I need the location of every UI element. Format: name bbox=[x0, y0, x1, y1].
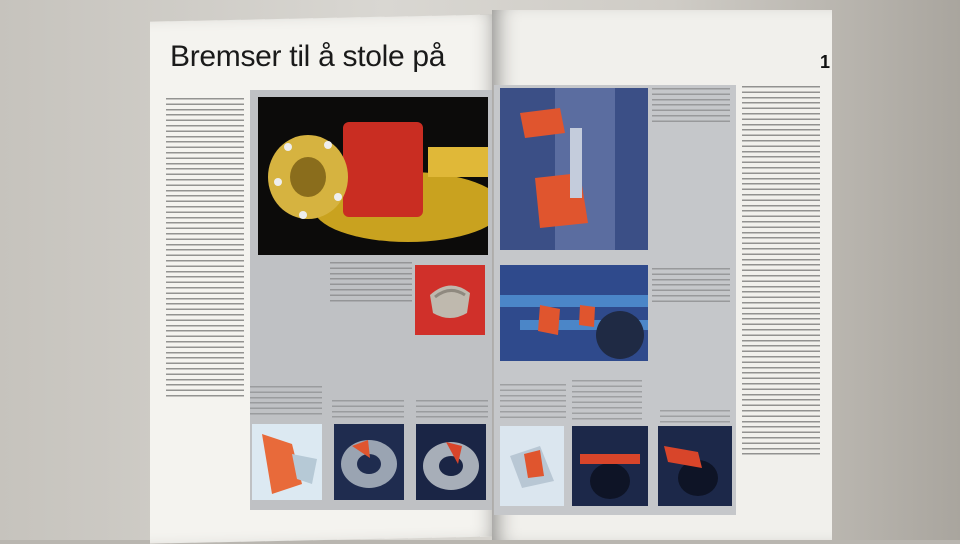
cylinder-detail-illustration bbox=[500, 426, 564, 506]
axle-brake-illustration bbox=[500, 265, 648, 361]
disc-detail-illustration bbox=[334, 424, 404, 500]
brake-disc-hub-photo-icon bbox=[258, 97, 488, 255]
caption-small-1 bbox=[250, 386, 322, 416]
caliper-detail-illustration-icon bbox=[252, 424, 322, 500]
cutaway-caption bbox=[652, 88, 730, 124]
brake-pad-photo bbox=[415, 265, 485, 335]
disc-cutaway-illustration-icon bbox=[416, 424, 486, 500]
page-title: Bremser til å stole på bbox=[170, 40, 446, 73]
brake-cutaway-illustration-icon bbox=[500, 88, 648, 250]
page-number: 1 bbox=[820, 52, 831, 72]
caption-small-2 bbox=[332, 400, 404, 420]
right-body-column bbox=[742, 86, 820, 456]
brake-pad-photo-icon bbox=[415, 265, 485, 335]
wheel-cylinder-illustration bbox=[658, 426, 732, 506]
axle-caption bbox=[652, 268, 730, 302]
left-body-column bbox=[166, 98, 244, 398]
caption-small-3 bbox=[416, 400, 488, 420]
caption-small-4 bbox=[500, 384, 566, 420]
wheel-brake-illustration bbox=[572, 426, 648, 506]
cylinder-detail-illustration-icon bbox=[500, 426, 564, 506]
caliper-detail-illustration bbox=[252, 424, 322, 500]
disc-detail-illustration-icon bbox=[334, 424, 404, 500]
brake-cutaway-illustration bbox=[500, 88, 648, 250]
brake-pad-caption bbox=[330, 262, 412, 302]
caption-small-5 bbox=[572, 380, 642, 420]
axle-brake-illustration-icon bbox=[500, 265, 648, 361]
wheel-brake-illustration-icon bbox=[572, 426, 648, 506]
wheel-cylinder-illustration-icon bbox=[658, 426, 732, 506]
caption-small-6 bbox=[660, 410, 730, 424]
main-brake-photo bbox=[258, 97, 488, 255]
disc-cutaway-illustration bbox=[416, 424, 486, 500]
